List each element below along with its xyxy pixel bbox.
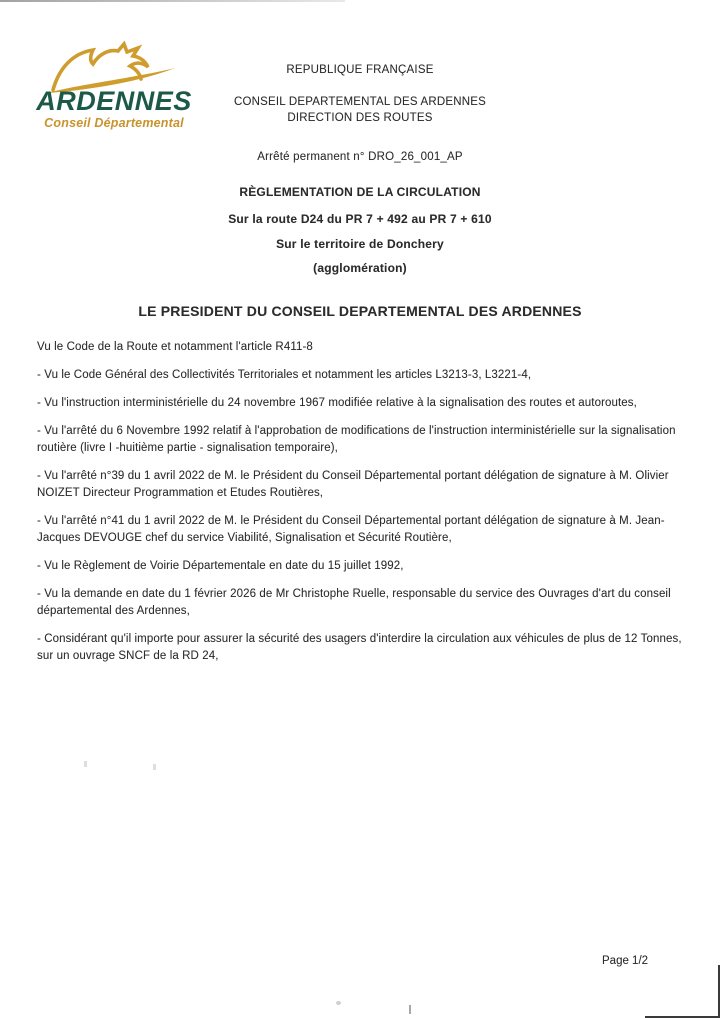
arrete-reference: Arrêté permanent n° DRO_26_001_AP (257, 151, 463, 163)
subject-agglomeration: (agglomération) (313, 261, 407, 275)
scan-top-edge-artifact (0, 0, 345, 2)
paragraph-vu-demande: - Vu la demande en date du 1 février 2026 de Mr Christophe Ruelle, responsable du service des Ouvrages d'art du conseil départemental des Ardennes, (37, 588, 671, 617)
paragraph-vu-reglement-voirie: - Vu le Règlement de Voirie Départementale en date du 15 juillet 1992, (37, 560, 404, 572)
paragraph-considerant: - Considérant qu'il importe pour assurer la sécurité des usagers d'interdire la circulation aux véhicules de plus de 12 Tonnes, sur un ouvrage SNCF de la RD 24, (37, 633, 682, 662)
subject-territoire: Sur le territoire de Donchery (276, 237, 444, 251)
paragraph-vu-code-route: Vu le Code de la Route et notamment l'article R411-8 (37, 341, 313, 353)
conseil-line: CONSEIL DEPARTEMENTAL DES ARDENNES (234, 96, 486, 108)
subject-route: Sur la route D24 du PR 7 + 492 au PR 7 + 610 (228, 212, 492, 226)
paragraph-vu-arrete-39: - Vu l'arrêté n°39 du 1 avril 2022 de M. le Président du Conseil Départemental portant délégation de signature à M. Olivier NOIZET Directeur Programmation et Etudes Routières, (37, 470, 669, 499)
republique-line: REPUBLIQUE FRANÇAISE (286, 64, 434, 76)
scan-mark-artifact (84, 761, 87, 767)
paragraph-vu-arrete-1992: - Vu l'arrêté du 6 Novembre 1992 relatif à l'approbation de modifications de l'instruction interministérielle sur la signalisation routière (livre I -huitième partie - signalisation temporaire), (37, 425, 676, 454)
body-text (37, 339, 687, 676)
scan-speck-artifact (336, 1001, 341, 1005)
paragraph-vu-arrete-41: - Vu l'arrêté n°41 du 1 avril 2022 de M. le Président du Conseil Départemental portant délégation de signature à M. Jean-Jacques DEVOUGE chef du service Viabilité, Signalisation et Sécurité Routière, (37, 515, 665, 544)
scan-mark-artifact (153, 764, 156, 770)
paragraph-vu-code-general: - Vu le Code Général des Collectivités Territoriales et notamment les articles L3213-3, L3221-4, (37, 369, 532, 381)
direction-line: DIRECTION DES ROUTES (287, 112, 433, 124)
document-title: LE PRESIDENT DU CONSEIL DEPARTEMENTAL DES ARDENNES (138, 303, 582, 319)
scan-speck-artifact (409, 1005, 411, 1014)
logo-title: ARDENNES (36, 86, 192, 116)
paragraph-vu-instruction: - Vu l'instruction interministérielle du 24 novembre 1967 modifiée relative à la signalisation des routes et autoroutes, (37, 397, 637, 409)
logo-subtitle: Conseil Départemental (44, 116, 184, 130)
subject-reglementation: RÈGLEMENTATION DE LA CIRCULATION (239, 185, 481, 199)
page-number: Page 1/2 (602, 955, 649, 967)
